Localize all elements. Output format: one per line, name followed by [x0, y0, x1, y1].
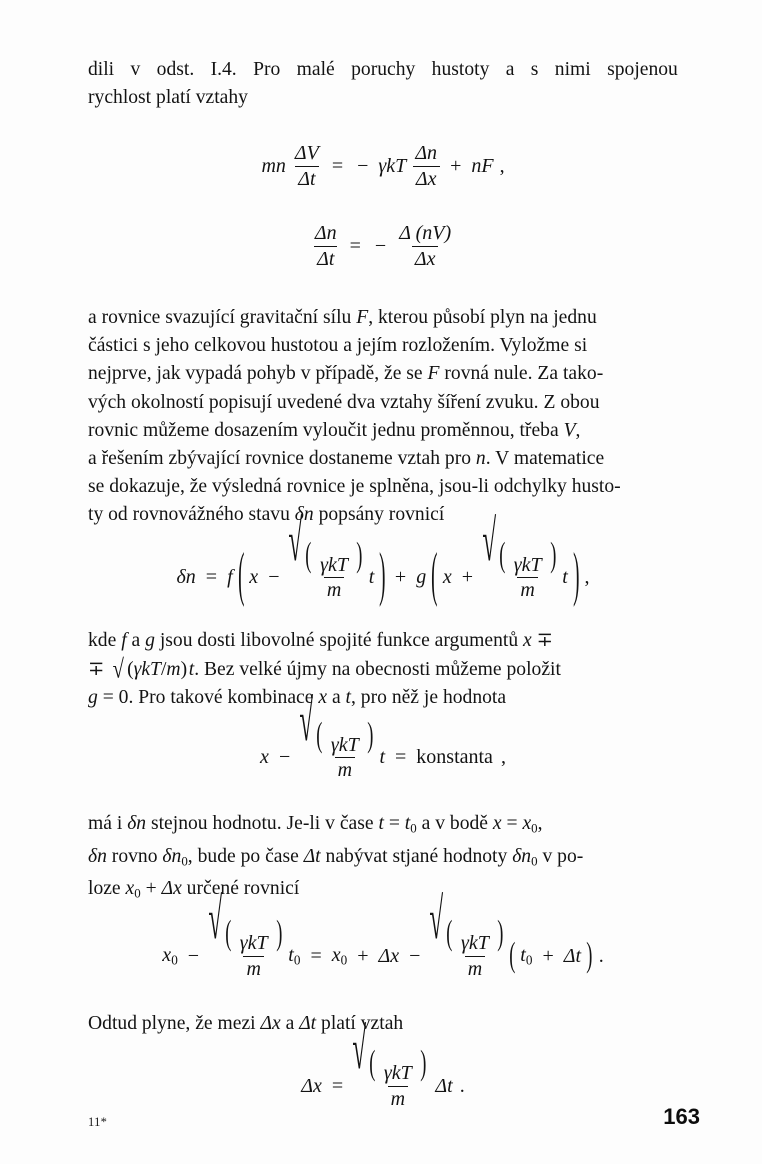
eq3-time-left: t — [368, 565, 375, 588]
eq1-plus: + — [450, 154, 462, 177]
eq5-left-denominator: m — [243, 956, 263, 980]
paren-open-icon: ( — [446, 914, 453, 953]
text-line: vých okolností popisují uvedené dva vztahy šíření zvuku. Z obou — [88, 391, 600, 413]
eq5-t-symbol: t — [520, 943, 526, 966]
eq1-last-term: nF — [471, 154, 494, 177]
eq3-plus-inner: + — [461, 565, 474, 588]
text-line: loze $x_0 + \Delta x$ určené rovnicí — [88, 878, 300, 901]
paren-close-icon: ) — [497, 914, 504, 953]
eq2-fraction-dn-dt — [312, 222, 340, 270]
word: s — [530, 59, 539, 80]
word: hustoty — [431, 59, 490, 80]
radical-icon: √ — [352, 1018, 367, 1083]
eq5-right-numerator: γkT — [461, 932, 489, 955]
paren-close-icon: ) — [586, 935, 593, 975]
eq3-plus: + — [394, 565, 407, 588]
eq1-minus: − — [357, 154, 369, 177]
eq3-lhs: δn — [176, 565, 196, 588]
radical-icon: √ — [299, 690, 314, 755]
eq4-rhs-constant: konstanta — [416, 746, 493, 769]
eq3-equals: = — [205, 565, 218, 588]
eq4-punctuation: , — [500, 746, 506, 769]
text-line: se dokazuje, že výsledná rovnice je splněna, jsou-li odchylky husto- — [88, 476, 621, 498]
paren-open-icon: ( — [237, 542, 245, 609]
radical-icon: √ — [482, 510, 497, 575]
eq1-frac1-denominator: Δt — [295, 166, 318, 190]
paren-open-icon: ( — [508, 935, 516, 975]
eq3-function-g: g — [416, 565, 427, 588]
paren-close-icon: ) — [356, 535, 363, 575]
eq2-frac2-numerator: Δ (nV) — [399, 222, 452, 245]
paren-open-icon: ( — [225, 914, 232, 953]
eq4-denominator: m — [335, 757, 355, 781]
eq5-subscript: 0 — [340, 952, 348, 968]
page-content — [88, 56, 678, 1110]
eq2-frac1-numerator: Δn — [314, 222, 337, 245]
eq1-rhs-coefficient: γkT — [378, 154, 407, 177]
text-line: nejprve, jak vypadá pohyb v případě, že se F rovná nule. Za tako- — [88, 363, 604, 385]
eq1-lhs-coefficient: mn — [261, 154, 286, 177]
text-line: rychlost platí vztahy — [88, 87, 248, 109]
eq1-equals: = — [331, 154, 344, 177]
paragraph-same-value — [88, 810, 678, 908]
eq3-right-numerator: γkT — [513, 553, 542, 576]
eq6-punctuation: . — [459, 1074, 465, 1097]
text-line: δn rovno $\delta n_0$, bude po čase Δt nabývat stjané hodnoty $\delta n_0$ v po- — [88, 845, 584, 869]
eq5-t0-left — [288, 944, 300, 969]
eq3-left-denominator: m — [324, 577, 344, 601]
text-line: Odtud plyne, že mezi Δx a Δt platí vztah — [88, 1012, 404, 1034]
eq4-equals: = — [395, 746, 407, 769]
eq3-function-f: f — [227, 565, 233, 588]
word: I.4. — [210, 59, 237, 80]
radical-icon: √ — [429, 888, 444, 953]
paragraph-arbitrary-functions — [88, 627, 678, 712]
eq5-punctuation: . — [598, 944, 604, 967]
text-line: částici s jeho celkovou hustotou a jejím rozložením. Vyložme si — [88, 335, 588, 357]
eq3-time-right: t — [562, 565, 568, 588]
eq1-fraction-dn-dx — [412, 142, 440, 190]
paren-close-icon: ) — [572, 542, 580, 609]
eq2-equals: = — [349, 234, 361, 257]
word: dili — [88, 59, 115, 80]
eq5-t0-right — [520, 944, 532, 969]
word: nimi — [554, 59, 591, 80]
eq5-radical-left — [208, 888, 284, 980]
eq6-radical — [352, 1018, 428, 1110]
word: v — [130, 59, 141, 80]
eq5-subscript: 0 — [171, 952, 178, 968]
eq5-minus-left: − — [187, 944, 200, 967]
paren-close-icon: ) — [379, 542, 386, 609]
text-line — [88, 56, 678, 84]
word: malé — [296, 59, 335, 80]
paren-close-icon: ) — [275, 914, 283, 953]
eq3-fraction-left — [317, 554, 351, 602]
paren-open-icon: ( — [316, 716, 323, 755]
paren-open-icon: ( — [431, 542, 438, 609]
eq3-variable-x-right: x — [442, 565, 452, 588]
eq6-denominator: m — [388, 1086, 408, 1110]
eq3-radical-right — [482, 510, 558, 602]
eq4-time: t — [379, 746, 385, 769]
eq3-radical-left — [288, 510, 364, 602]
eq1-fraction-dv-dt — [292, 142, 322, 190]
eq4-minus: − — [278, 746, 291, 769]
text-line: ty od rovnovážného stavu δn popsány rovnicí — [88, 504, 445, 526]
eq5-equals: = — [310, 944, 322, 967]
word: spojenou — [607, 59, 678, 80]
paragraph-intro — [88, 56, 678, 112]
page-number: 163 — [663, 1104, 700, 1129]
eq1-frac1-numerator: ΔV — [294, 142, 319, 165]
eq6-numerator: γkT — [383, 1062, 412, 1085]
paragraph-conclusion — [88, 1010, 678, 1038]
eq2-frac1-denominator: Δt — [314, 246, 337, 270]
paren-open-icon: ( — [369, 1044, 376, 1083]
eq6-fraction — [381, 1062, 415, 1110]
eq4-variable-x: x — [260, 746, 269, 769]
eq1-punctuation: , — [499, 154, 505, 177]
paren-open-icon: ( — [305, 535, 312, 575]
radical-icon: √ — [288, 510, 303, 575]
eq5-subscript: 0 — [525, 952, 533, 968]
eq6-rhs-delta-t: Δt — [435, 1074, 453, 1097]
text-line: g = 0. Pro takové kombinace x a t, pro něž je hodnota — [88, 686, 507, 708]
eq3-right-denominator: m — [517, 577, 537, 601]
text-line: kde f a g jsou dosti libovolné spojité funkce argumentů x ∓ — [88, 630, 554, 652]
eq6-lhs-delta-x: Δx — [301, 1074, 322, 1097]
eq5-plus-inner: + — [542, 944, 554, 967]
paren-close-icon: ) — [549, 535, 556, 575]
eq5-fraction-right — [458, 932, 492, 980]
eq5-minus-right: − — [409, 944, 421, 967]
eq5-x0-right — [332, 944, 347, 969]
eq3-fraction-right — [511, 554, 545, 602]
page-footer — [88, 1104, 700, 1130]
text-line: a rovnice svazující gravitační sílu F, kterou působí plyn na jednu — [88, 306, 597, 328]
eq5-x0-left — [162, 944, 177, 969]
eq5-radical-right — [429, 888, 505, 980]
eq4-fraction — [328, 734, 362, 782]
paren-open-icon: ( — [499, 535, 506, 575]
text-line: a řešením zbývající rovnice dostaneme vztah pro n. V matematice — [88, 447, 605, 469]
eq2-fraction-dnv-dx — [396, 222, 454, 270]
eq3-minus: − — [268, 565, 280, 588]
text-line: ∓ √ (γkT/m) t. Bez velké újmy na obecnosti můžeme položit — [88, 655, 561, 685]
eq5-delta-t: Δt — [563, 944, 582, 967]
eq5-delta-x: Δx — [378, 944, 400, 967]
eq5-t-symbol: t — [288, 943, 294, 966]
eq1-frac2-denominator: Δx — [413, 166, 440, 190]
text-line: má i δn stejnou hodnotu. Je-li v čase $t = t_0$ a v bodě $x = x_0$, — [88, 812, 543, 836]
text-line: rovnic můžeme dosazením vyloučit jednu proměnnou, třeba V, — [88, 419, 581, 441]
paren-close-icon: ) — [420, 1044, 427, 1083]
eq3-left-numerator: γkT — [320, 553, 349, 576]
equation-momentum — [88, 142, 678, 190]
word: poruchy — [351, 59, 416, 80]
eq5-subscript: 0 — [293, 952, 301, 968]
eq1-frac2-numerator: Δn — [415, 142, 438, 165]
eq5-x-symbol: x — [162, 943, 172, 966]
eq4-numerator: γkT — [330, 733, 359, 756]
equation-continuity — [88, 222, 678, 270]
radical-icon: √ — [208, 888, 223, 953]
eq6-equals: = — [331, 1074, 344, 1097]
eq2-minus: − — [374, 234, 387, 257]
paragraph-gravity-force — [88, 304, 678, 530]
paren-close-icon: ) — [367, 716, 374, 755]
word: odst. — [156, 59, 195, 80]
eq2-frac2-denominator: Δx — [412, 246, 439, 270]
word: Pro — [253, 59, 281, 80]
eq3-variable-x-left: x — [249, 565, 259, 588]
word: a — [505, 59, 515, 80]
eq4-radical — [299, 690, 375, 782]
eq5-x-symbol: x — [331, 943, 341, 966]
eq5-left-numerator: γkT — [239, 932, 268, 955]
signature-mark: 11* — [88, 1115, 108, 1129]
eq5-fraction-left — [237, 932, 271, 980]
eq5-plus: + — [357, 944, 369, 967]
eq3-punctuation: , — [584, 565, 590, 588]
eq5-right-denominator: m — [465, 956, 485, 980]
